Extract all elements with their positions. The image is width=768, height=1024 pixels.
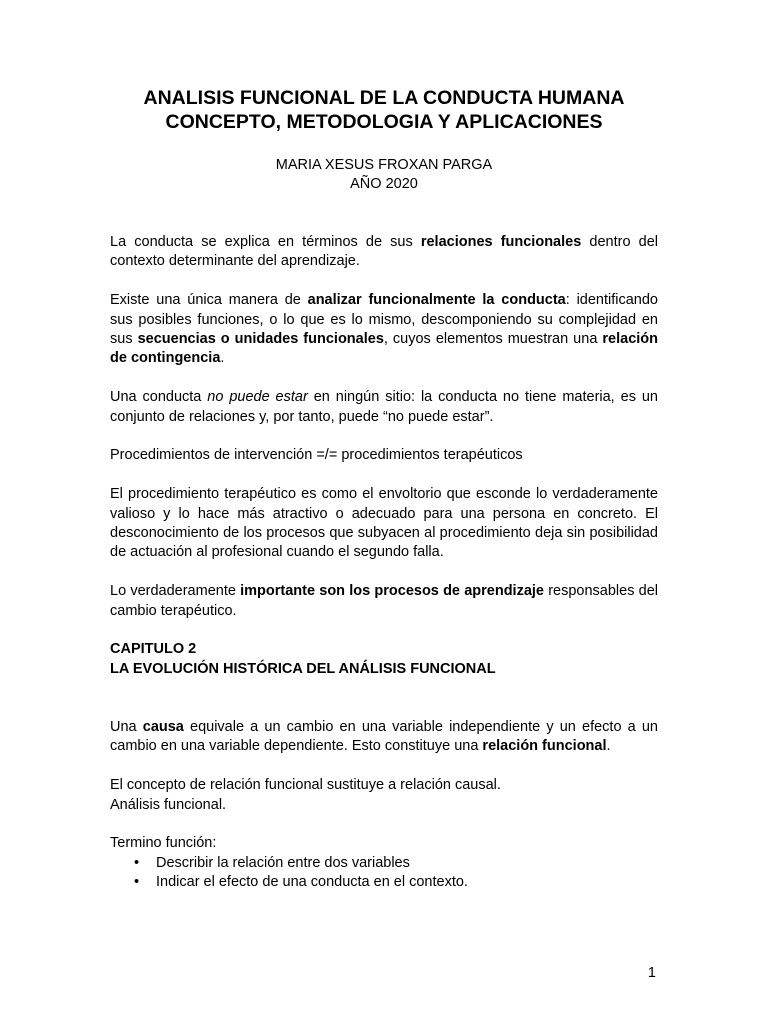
document-body bbox=[110, 233, 658, 893]
page-number: 1 bbox=[647, 965, 656, 981]
bold-text: importante son los procesos de aprendizaje bbox=[240, 583, 544, 600]
paragraph-2 bbox=[110, 291, 658, 369]
paragraph-6 bbox=[110, 582, 658, 621]
text-run: : identificando sus posibles funciones, o lo que es lo mismo, descomponiendo su complejidad en sus bbox=[110, 292, 659, 348]
bullet-icon: • bbox=[134, 874, 140, 891]
text-run: equivale a un cambio en una variable independiente y un efecto a un cambio en una variable dependiente. Esto constituye una bbox=[110, 719, 658, 755]
paragraph-3 bbox=[110, 388, 658, 427]
list-heading: Termino función: bbox=[110, 835, 217, 852]
text-run: en ningún sitio: la conducta no tiene materia, es un conjunto de relaciones y, por tanto, puede “no puede estar”. bbox=[110, 389, 658, 425]
list-item bbox=[134, 854, 658, 873]
list-item-text: Indicar el efecto de una conducta en el contexto. bbox=[156, 874, 468, 891]
list-item bbox=[134, 873, 658, 892]
text-run: La conducta se explica en términos de sus bbox=[110, 234, 421, 250]
paragraph-8-line-1: El concepto de relación funcional sustituye a relación causal. bbox=[110, 777, 501, 794]
text-run: Existe una única manera de bbox=[110, 292, 308, 309]
bold-text: analizar funcionalmente la conducta bbox=[307, 292, 566, 309]
bold-text: secuencias o unidades funcionales bbox=[137, 331, 384, 348]
text-run: . bbox=[606, 738, 611, 755]
list-item-text: Describir la relación entre dos variables bbox=[156, 854, 410, 871]
bold-text: relación funcional bbox=[482, 738, 607, 755]
author-block bbox=[110, 156, 658, 194]
text-run: Una bbox=[110, 719, 143, 736]
paragraph-5: El procedimiento terapéutico es como el envoltorio que esconde lo verdaderamente valioso y lo hace más atractivo o adecuado para una persona en concreto. El desconocimiento de los procesos que subyacen al procedimiento deja sin posibilidad de actuación al profesional cuando el segundo falla. bbox=[110, 486, 658, 561]
spacer bbox=[110, 679, 658, 718]
paragraph-1 bbox=[110, 233, 658, 272]
bullet-list bbox=[110, 854, 658, 893]
text-run: , cuyos elementos muestran una bbox=[383, 331, 603, 348]
text-run: . bbox=[220, 350, 225, 367]
document-title bbox=[110, 86, 658, 134]
title-line-1: ANALISIS FUNCIONAL DE LA CONDUCTA HUMANA bbox=[143, 87, 625, 109]
bold-text: relaciones funcionales bbox=[420, 234, 582, 250]
bold-text: relación de contingencia bbox=[110, 331, 658, 367]
author-name: MARIA XESUS FROXAN PARGA bbox=[275, 157, 493, 173]
text-run: Una conducta bbox=[110, 389, 208, 406]
text-run: Lo verdaderamente bbox=[110, 583, 241, 600]
chapter-title: LA EVOLUCIÓN HISTÓRICA DEL ANÁLISIS FUNCIONAL bbox=[110, 660, 496, 677]
paragraph-8-line-2: Análisis funcional. bbox=[110, 796, 227, 813]
text-run: dentro del contexto determinante del aprendizaje. bbox=[110, 234, 658, 270]
bold-text: causa bbox=[142, 719, 184, 736]
text-run: responsables del cambio terapéutico. bbox=[110, 583, 658, 619]
publication-year: AÑO 2020 bbox=[350, 176, 418, 192]
bullet-icon: • bbox=[134, 854, 140, 871]
paragraph-4: Procedimientos de intervención =/= procedimientos terapéuticos bbox=[110, 447, 523, 464]
title-line-2: CONCEPTO, METODOLOGIA Y APLICACIONES bbox=[165, 111, 603, 133]
paragraph-7 bbox=[110, 718, 658, 757]
italic-text: no puede estar bbox=[207, 389, 308, 406]
chapter-number: CAPITULO 2 bbox=[110, 641, 197, 658]
